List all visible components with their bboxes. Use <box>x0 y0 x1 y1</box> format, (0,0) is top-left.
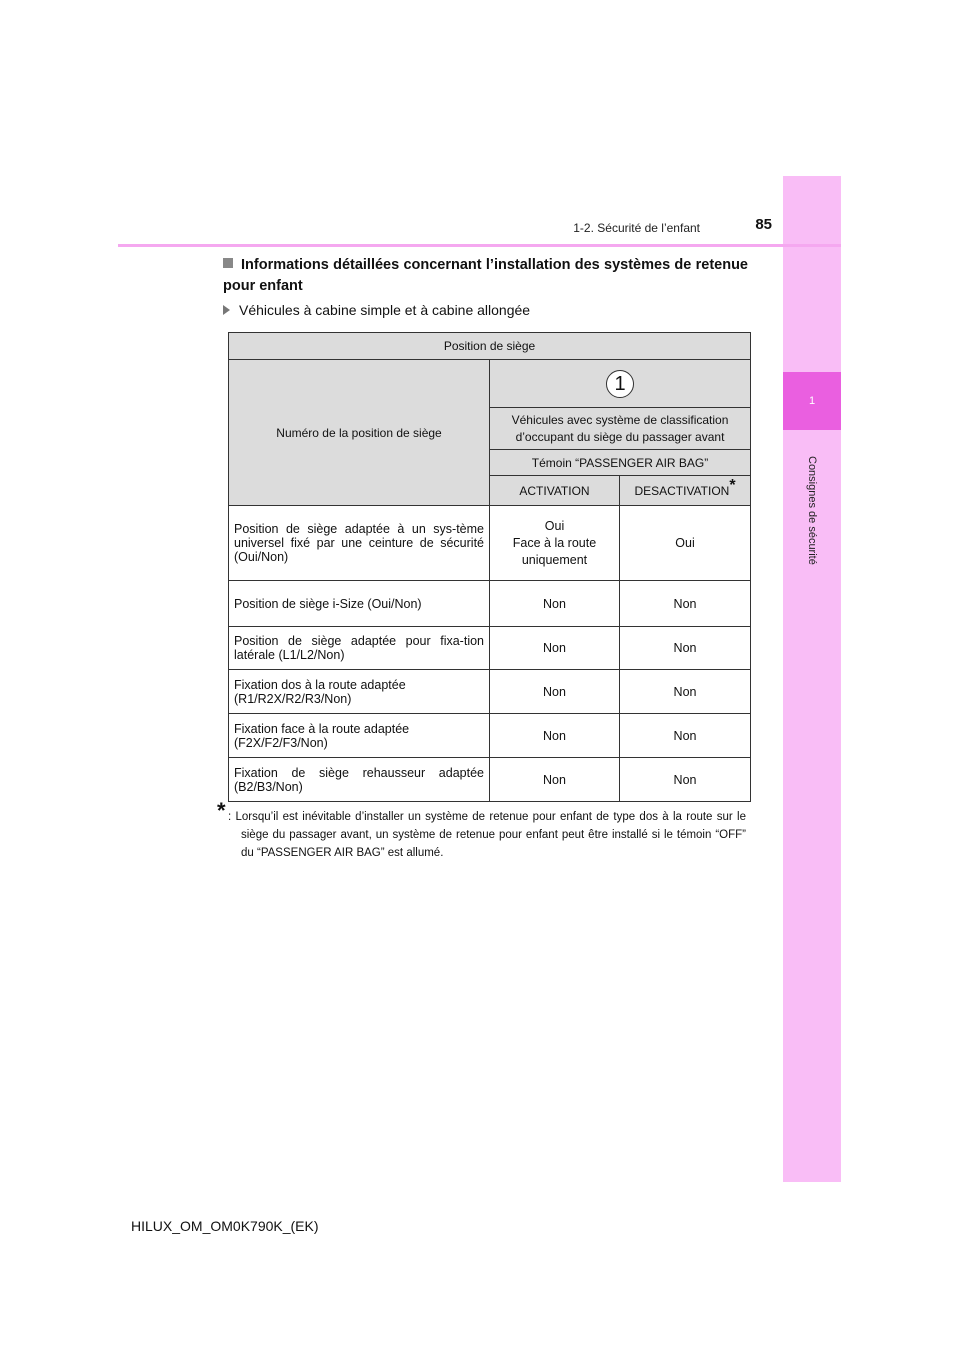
deactivation-label: DESACTIVATION <box>634 483 730 498</box>
activation-cell: Non <box>490 758 620 802</box>
footnote <box>217 798 746 862</box>
row-label: Position de siège i-Size (Oui/Non) <box>229 581 490 627</box>
footnote-marker: * <box>217 798 226 823</box>
chapter-title: Consignes de sécurité <box>806 455 818 565</box>
activation-column-header: ACTIVATION <box>490 476 620 506</box>
classification-label <box>490 408 751 450</box>
footnote-text: : Lorsqu’il est inévitable d’installer un système de retenue pour enfant de type dos à la route sur le siège du passager avant, un système de retenue pour enfant peut être installé si le témoin “OFF” du “PASSENGER AIR BAG” est allumé. <box>228 811 746 859</box>
chapter-side-band <box>783 176 841 1182</box>
sub-heading-text: Véhicules à cabine simple et à cabine allongée <box>239 302 531 318</box>
sub-heading <box>223 302 530 318</box>
row-label-line-2: (R1/R2X/R2/R3/Non) <box>234 691 352 706</box>
chapter-title-vertical <box>797 440 827 580</box>
header-rule <box>118 244 841 247</box>
deactivation-cell: Oui <box>620 506 751 581</box>
seat-position-table <box>228 332 751 802</box>
activation-line-1: Oui <box>544 518 565 533</box>
asterisk-marker: * <box>729 476 736 494</box>
row-label <box>229 670 490 714</box>
document-id: HILUX_OM_OM0K790K_(EK) <box>131 1218 319 1234</box>
section-heading <box>223 255 748 297</box>
activation-line-3: uniquement <box>521 552 588 567</box>
classification-line-1: Véhicules avec système de classification <box>511 412 729 427</box>
activation-cell: Non <box>490 714 620 758</box>
row-label-line-2: (F2X/F2/F3/Non) <box>234 735 328 750</box>
row-label-line-1: Fixation dos à la route adaptée <box>234 677 406 692</box>
row-label: Fixation de siège rehausseur adaptée (B2/B3/Non) <box>229 758 490 802</box>
activation-cell <box>490 506 620 581</box>
indicator-label: Témoin “PASSENGER AIR BAG” <box>490 450 751 476</box>
position-number-label: Numéro de la position de siège <box>229 360 490 506</box>
section-title: 1-2. Sécurité de l’enfant <box>573 221 700 235</box>
row-label: Position de siège adaptée à un sys-tème universel fixé par une ceinture de sécurité (Oui/Non) <box>229 506 490 581</box>
position-header: Position de siège <box>229 333 751 360</box>
row-label-line-1: Fixation face à la route adaptée <box>234 721 410 736</box>
heading-text: Informations détaillées concernant l’installation des systèmes de retenue pour enfant <box>223 257 748 294</box>
deactivation-column-header <box>620 476 751 506</box>
square-bullet-icon <box>223 258 233 268</box>
activation-line-2: Face à la route <box>512 535 597 550</box>
deactivation-cell: Non <box>620 758 751 802</box>
row-label: Position de siège adaptée pour fixa-tion latérale (L1/L2/Non) <box>229 627 490 670</box>
deactivation-cell: Non <box>620 627 751 670</box>
seat-number-circle: 1 <box>606 370 634 398</box>
chapter-number: 1 <box>808 395 816 407</box>
deactivation-cell: Non <box>620 581 751 627</box>
page-number: 85 <box>755 216 772 233</box>
activation-cell: Non <box>490 581 620 627</box>
activation-cell: Non <box>490 670 620 714</box>
seat-number-cell <box>490 360 751 408</box>
deactivation-cell: Non <box>620 670 751 714</box>
triangle-bullet-icon <box>223 305 230 315</box>
chapter-number-tab <box>783 372 841 430</box>
activation-cell: Non <box>490 627 620 670</box>
classification-line-2: d’occupant du siège du passager avant <box>515 429 725 444</box>
row-label <box>229 714 490 758</box>
deactivation-cell: Non <box>620 714 751 758</box>
